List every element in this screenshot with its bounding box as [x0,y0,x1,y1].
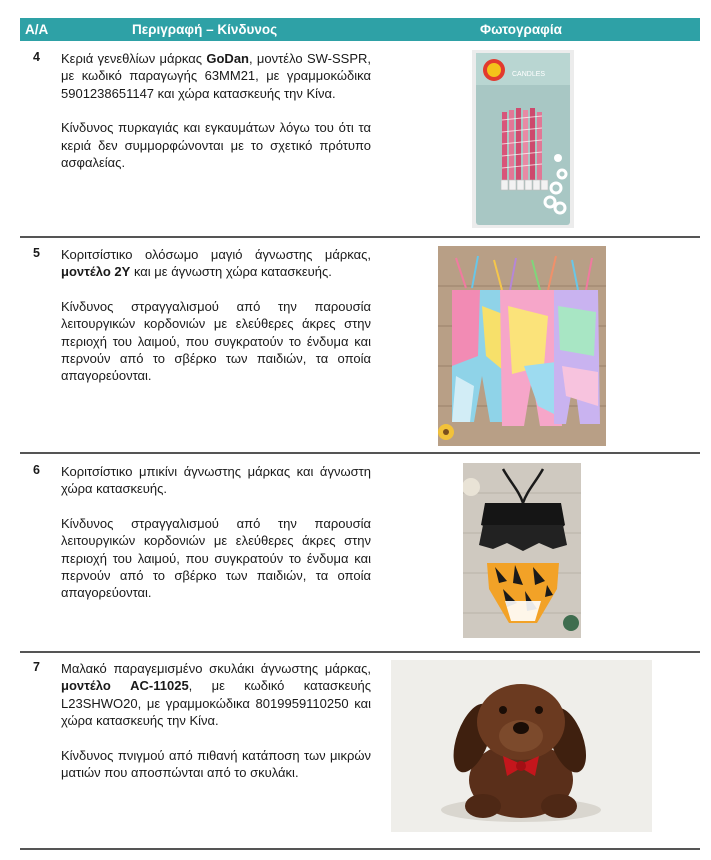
row-separator [20,848,700,850]
product-description: Μαλακό παραγεμισμένο σκυλάκι άγνωστης μάρκας, μοντέλο AC-11025, με κωδικό κατασκευής L23SHWO20, με γραμμοκώδικα 8019959110250 και χώρα κατασκευής την Κίνα. [61,661,371,729]
product-description: Κοριτσίστικο ολόσωμο μαγιό άγνωστης μάρκας, μοντέλο 2Y και με άγνωστη χώρα κατασκευής. [61,247,371,280]
table-row-4 [20,50,700,236]
table-row-6 [20,463,700,643]
photo-candles [472,50,574,228]
header-description: Περιγραφή – Κίνδυνος [132,22,278,37]
row-number: 7 [33,660,40,674]
row-separator [20,651,700,653]
bikini-set-icon [463,463,581,638]
table-row-5 [20,246,700,452]
risk-description: Κίνδυνος στραγγαλισμού από την παρουσία λειτουργικών κορδονιών με ελεύθερες άκρες στην περιοχή του λαιμού, που συγκρατούν το ένδυμα και περνούν από το σβέρκο των παιδιών, τα οποία απαγορεύονται. [61,515,371,601]
row-number: 5 [33,246,40,260]
row-description [61,246,371,385]
risk-description: Κίνδυνος πυρκαγιάς και εγκαυμάτων λόγω του ότι τα κεριά δεν συμμορφώνονται με το σχετικό πρότυπο ασφαλείας. [61,120,371,171]
risk-description: Κίνδυνος στραγγαλισμού από την παρουσία λειτουργικών κορδονιών με ελεύθερες άκρες στην περιοχή του λαιμού, που συγκρατούν το ένδυμα και περνούν από το σβέρκο των παιδιών, τα οποία απαγορεύονται. [61,298,371,384]
product-description: Κοριτσίστικο μπικίνι άγνωστης μάρκας και άγνωστη χώρα κατασκευής. [61,464,371,497]
tie-dye-swimsuits-icon [438,246,606,446]
row-description [61,463,371,602]
header-photo: Φωτογραφία [480,22,562,37]
photo-swimsuits [438,246,606,446]
table-header [20,18,700,41]
birthday-candles-package-icon [472,50,574,228]
photo-plush-dog [391,660,652,832]
header-aa: Α/Α [25,22,49,37]
table-row-7 [20,660,700,845]
row-description [61,660,371,781]
row-separator [20,452,700,454]
svg-text:CANDLES: CANDLES [512,71,546,78]
plush-dog-toy-icon [391,660,652,832]
photo-bikini [463,463,581,638]
row-description [61,50,371,171]
risk-description: Κίνδυνος πνιγμού από πιθανή κατάποση των μικρών ματιών που αποσπώνται από το σκυλάκι. [61,747,371,781]
row-number: 4 [33,50,40,64]
row-separator [20,236,700,238]
product-description: Κεριά γενεθλίων μάρκας GoDan, μοντέλο SW-SSPR, με κωδικό παραγωγής 63MM21, με γραμμοκώδικα 5901238651147 και χώρα κατασκευής την Κίνα. [61,51,371,101]
row-number: 6 [33,463,40,477]
